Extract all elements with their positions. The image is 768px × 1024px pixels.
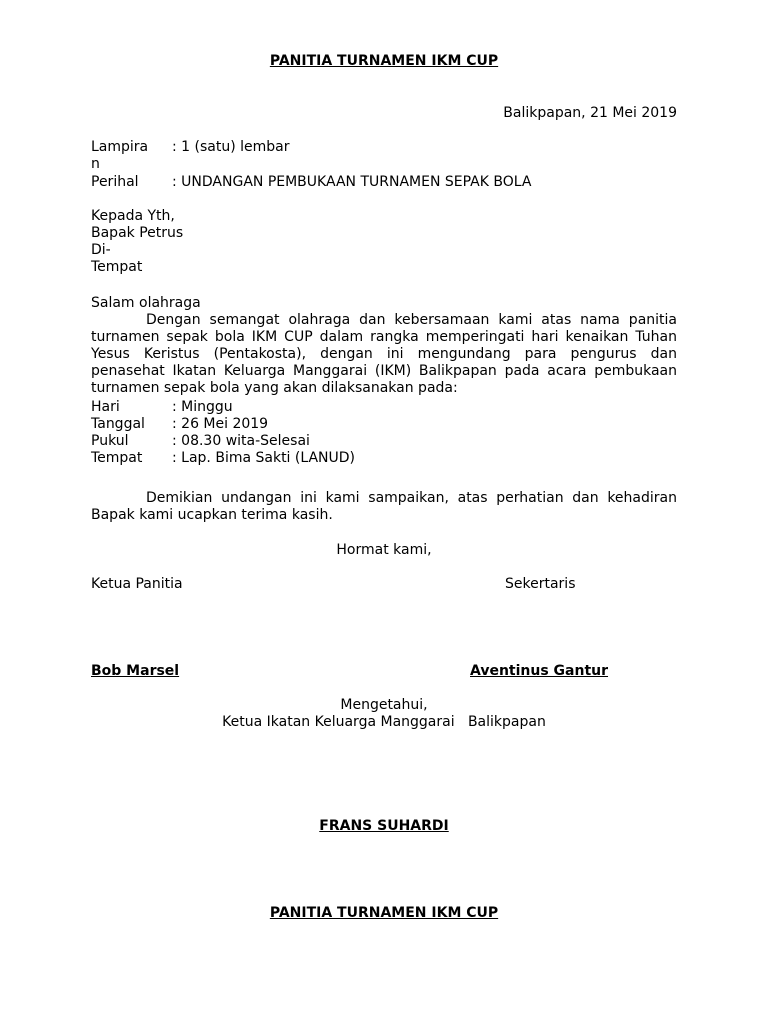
recipient-block xyxy=(91,208,183,276)
perihal-label: Perihal xyxy=(91,174,139,190)
date-line: Balikpapan, 21 Mei 2019 xyxy=(503,105,677,121)
event-tanggal-label: Tanggal xyxy=(91,416,145,432)
mengetahui-title: Ketua Ikatan Keluarga Manggarai Balikpapan xyxy=(222,714,546,730)
mengetahui-name: FRANS SUHARDI xyxy=(319,818,449,834)
event-pukul-value: : 08.30 wita-Selesai xyxy=(172,433,310,449)
closing-paragraph xyxy=(91,490,677,524)
lampiran-value: : 1 (satu) lembar xyxy=(172,139,290,155)
greeting: Salam olahraga xyxy=(91,295,201,311)
event-hari-row xyxy=(91,399,677,416)
perihal-row xyxy=(91,174,677,191)
event-tempat-value: : Lap. Bima Sakti (LANUD) xyxy=(172,450,356,466)
event-hari-label: Hari xyxy=(91,399,120,415)
perihal-value: : UNDANGAN PEMBUKAAN TURNAMEN SEPAK BOLA xyxy=(172,174,532,190)
closing-paragraph-text: Demikian undangan ini kami sampaikan, atas perhatian dan kehadiran Bapak kami ucapkan terima kasih. xyxy=(91,490,677,523)
event-tempat-label: Tempat xyxy=(91,450,143,466)
lampiran-label: Lampira n xyxy=(91,139,149,172)
opening-paragraph-text: Dengan semangat olahraga dan kebersamaan kami atas nama panitia turnamen sepak bola IKM CUP dalam rangka memperingati hari kenaikan Tuhan Yesus Keristus (Pentakosta), dengan ini mengundang para pengurus dan penasehat Ikatan Keluarga Manggarai (IKM) Balikpapan pada acara pembukaan turnamen sepak bola yang akan dilaksanakan pada: xyxy=(91,312,677,396)
lampiran-row xyxy=(91,139,677,172)
sekertaris-title: Sekertaris xyxy=(505,576,576,592)
mengetahui-label: Mengetahui, xyxy=(340,697,428,713)
ketua-panitia-name: Bob Marsel xyxy=(91,663,180,679)
event-tanggal-row xyxy=(91,416,677,433)
ketua-panitia-title: Ketua Panitia xyxy=(91,576,183,592)
recipient-line: Di- xyxy=(91,242,111,258)
event-tempat-row xyxy=(91,450,677,467)
recipient-line: Tempat xyxy=(91,259,143,275)
event-hari-value: : Minggu xyxy=(172,399,233,415)
event-pukul-row xyxy=(91,433,677,450)
event-tanggal-value: : 26 Mei 2019 xyxy=(172,416,269,432)
event-pukul-label: Pukul xyxy=(91,433,129,449)
recipient-line: Kepada Yth, xyxy=(91,208,175,224)
sekertaris-name: Aventinus Gantur xyxy=(470,663,609,679)
hormat-kami: Hormat kami, xyxy=(336,542,432,558)
footer-title: PANITIA TURNAMEN IKM CUP xyxy=(269,905,499,921)
opening-paragraph xyxy=(91,312,677,397)
letter-title: PANITIA TURNAMEN IKM CUP xyxy=(269,53,499,69)
recipient-line: Bapak Petrus xyxy=(91,225,184,241)
